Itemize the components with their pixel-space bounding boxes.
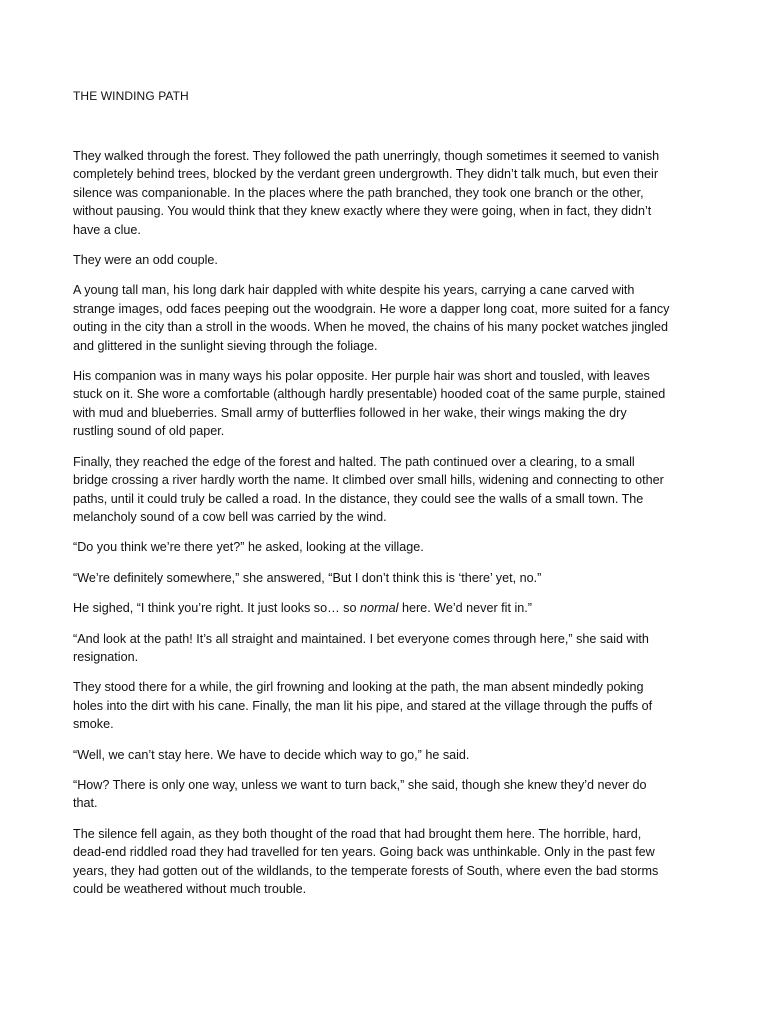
paragraph — [73, 825, 695, 899]
text-line: “We’re definitely somewhere,” she answered, “But I don’t think this is ‘there’ yet, no.” — [73, 570, 542, 585]
text-line: A young tall man, his long dark hair dappled with white despite his years, carrying a cane carved with — [73, 283, 635, 298]
paragraph — [73, 367, 695, 441]
paragraph — [73, 538, 695, 556]
text-line: They stood there for a while, the girl frowning and looking at the path, the man absent mindedly poking — [73, 680, 644, 695]
text-line: “Well, we can’t stay here. We have to decide which way to go,” he said. — [73, 747, 470, 762]
text-line: paths, until it could truly be called a road. In the distance, they could see the walls of a small town. The — [73, 491, 644, 506]
text-line: They walked through the forest. They followed the path unerringly, though sometimes it seemed to vanish — [73, 149, 660, 163]
text-line: dead-end riddled road they had travelled for ten years. Going back was unthinkable. Only in the past few — [73, 845, 655, 860]
text-line: years, they had gotten out of the wildlands, to the temperate forests of South, where even the bad storms — [73, 863, 659, 878]
text-line: have a clue. — [73, 222, 141, 237]
paragraph — [73, 569, 695, 587]
text-line: with mud and blueberries. Small army of butterflies followed in her wake, their wings making the dry — [73, 405, 627, 420]
text-line: smoke. — [73, 717, 114, 732]
paragraph — [73, 453, 695, 527]
text-line: without pausing. You would think that they knew exactly where they were going, when in fact, they didn’t — [73, 204, 652, 219]
paragraph — [73, 746, 695, 764]
document-title: THE WINDING PATH — [73, 89, 189, 103]
paragraph — [73, 678, 695, 733]
text-line: He sighed, “I think you’re right. It just looks so… so normal here. We’d never fit in.” — [73, 601, 532, 616]
text-line: Finally, they reached the edge of the forest and halted. The path continued over a clearing, to a small — [73, 454, 635, 469]
text-line: strange images, odd faces peeping out the woodgrain. He wore a dapper long coat, more suited for a fancy — [73, 301, 670, 316]
paragraph — [73, 251, 695, 269]
paragraph — [73, 776, 695, 813]
text-line: resignation. — [73, 649, 139, 664]
paragraph — [73, 599, 695, 617]
text-line: bridge crossing a river hardly worth the name. It climbed over small hills, widening and connecting to other — [73, 473, 664, 488]
text-line: and glittered in the sunlight sieving through the foliage. — [73, 338, 378, 353]
text-line: rustling sound of old paper. — [73, 424, 225, 439]
paragraph — [73, 281, 695, 355]
text-line: outing in the city than a stroll in the woods. When he moved, the chains of his many pocket watches jingled — [73, 320, 669, 335]
text-line: His companion was in many ways his polar opposite. Her purple hair was short and tousled, with leaves — [73, 369, 650, 384]
text-line: that. — [73, 796, 98, 811]
text-line: silence was companionable. In the places where the path branched, they took one branch or the other, — [73, 185, 644, 200]
paragraph — [73, 147, 695, 239]
text-line: The silence fell again, as they both thought of the road that had brought them here. The horrible, hard, — [73, 826, 642, 841]
text-line: “How? There is only one way, unless we want to turn back,” she said, though she knew they’d never do — [73, 777, 647, 792]
text-line: “Do you think we’re there yet?” he asked, looking at the village. — [73, 540, 424, 555]
text-line: completely behind trees, blocked by the verdant green undergrowth. They didn’t talk much, but even their — [73, 167, 659, 182]
text-line: holes into the dirt with his cane. Finally, the man lit his pipe, and stared at the village through the puffs of — [73, 698, 653, 713]
text-line: They were an odd couple. — [73, 253, 218, 268]
paragraph — [73, 630, 695, 667]
text-line: melancholy sound of a cow bell was carried by the wind. — [73, 509, 387, 524]
text-line: could be weathered without much trouble. — [73, 882, 307, 896]
document-body — [73, 147, 695, 910]
text-line: “And look at the path! It’s all straight and maintained. I bet everyone comes through here,” she said with — [73, 631, 649, 646]
text-line: stuck on it. She wore a comfortable (although hardly presentable) hooded coat of the same purple, stained — [73, 387, 666, 402]
